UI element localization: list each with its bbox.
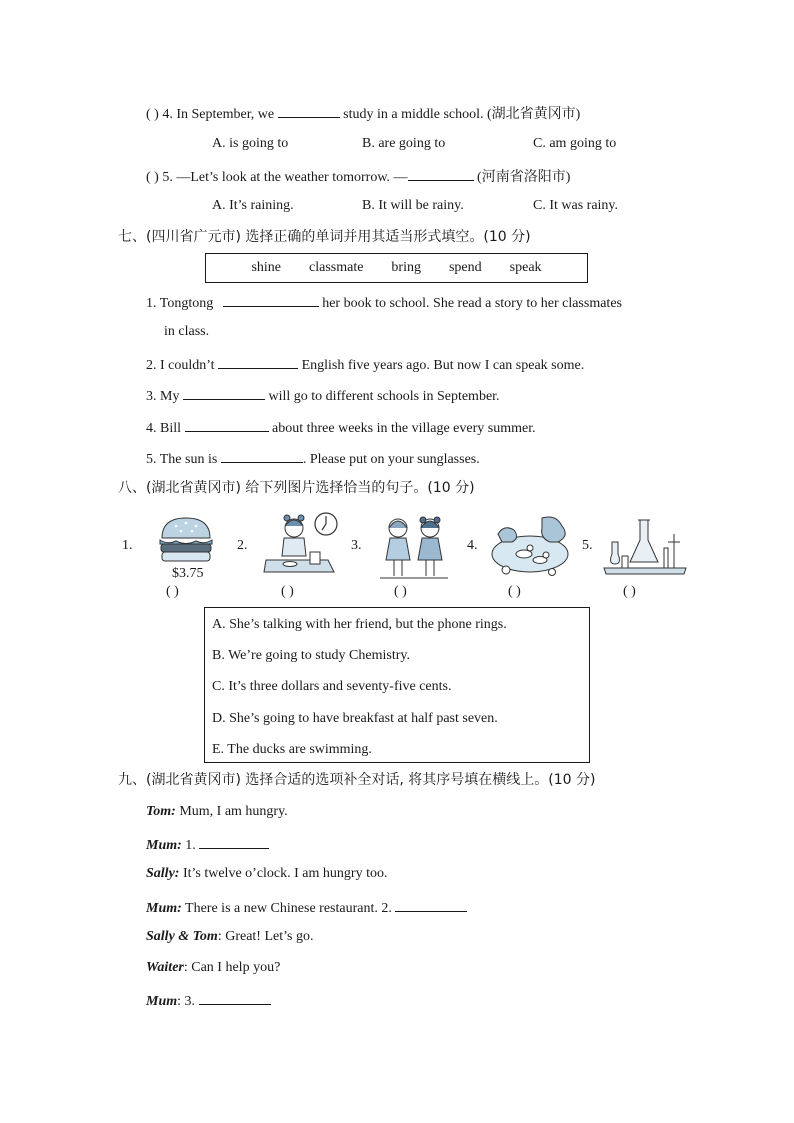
sentence-options-box	[204, 607, 590, 763]
speaker: Waiter	[146, 960, 184, 975]
picture-2-number: 2.	[237, 538, 248, 553]
word-bank	[205, 253, 588, 283]
question-5: ( ) 5. —Let’s look at the weather tomorrow. — (河南省洛阳市)	[146, 166, 570, 187]
answer-blank[interactable]	[199, 834, 269, 849]
source-label: (湖北省黄冈市)	[487, 107, 581, 122]
picture-5-paren[interactable]: ( )	[623, 584, 636, 599]
dialogue-line-2: Mum: 1.	[146, 834, 269, 855]
fill-item-1: 1. Tongtong her book to school. She read a story to her classmates	[146, 292, 622, 313]
dialogue-line-3: Sally: It’s twelve o’clock. I am hungry too.	[146, 866, 388, 881]
word-bring: bring	[391, 260, 421, 275]
answer-blank[interactable]	[395, 897, 467, 912]
q5-option-a: A. It’s raining.	[212, 198, 294, 213]
answer-blank[interactable]	[185, 417, 269, 432]
q5-option-c: C. It was rainy.	[533, 198, 619, 213]
answer-blank[interactable]	[199, 990, 271, 1005]
q4-option-c: C. am going to	[533, 136, 617, 151]
word-speak: speak	[509, 260, 542, 275]
section-7-heading: 七、(四川省广元市) 选择正确的单词并用其适当形式填空。(10 分)	[118, 229, 531, 245]
dialogue-line-4: Mum: There is a new Chinese restaurant. 2.	[146, 897, 467, 918]
girl-breakfast-clock-icon	[262, 510, 342, 580]
picture-5-number: 5.	[582, 538, 593, 553]
speaker: Mum:	[146, 838, 182, 853]
answer-blank[interactable]	[218, 354, 298, 369]
answer-paren[interactable]: ( )	[146, 170, 159, 185]
dialogue-line-7: Mum: 3.	[146, 990, 271, 1011]
section-9-heading: 九、(湖北省黄冈市) 选择合适的选项补全对话, 将其序号填在横线上。(10 分)	[118, 772, 596, 788]
picture-4-number: 4.	[467, 538, 478, 553]
fill-item-1-cont: in class.	[164, 324, 210, 339]
word-shine: shine	[251, 260, 281, 275]
q4-option-b: B. are going to	[362, 136, 446, 151]
speaker: Sally:	[146, 866, 180, 881]
sentence-option-b: B. We’re going to study Chemistry.	[212, 648, 410, 663]
dialogue-line-5: Sally & Tom: Great! Let’s go.	[146, 929, 314, 944]
word-classmate: classmate	[309, 260, 364, 275]
answer-blank[interactable]	[223, 292, 319, 307]
hamburger-price: $3.75	[172, 566, 204, 581]
answer-paren[interactable]: ( )	[146, 107, 159, 122]
dialogue-line-1: Tom: Mum, I am hungry.	[146, 804, 288, 819]
fill-item-5: 5. The sun is . Please put on your sunglasses.	[146, 448, 480, 469]
word-spend: spend	[448, 260, 482, 275]
q4-option-a: A. is going to	[212, 136, 289, 151]
sentence-option-e: E. The ducks are swimming.	[212, 742, 372, 757]
picture-1-number: 1.	[122, 538, 133, 553]
source-label: (河南省洛阳市)	[477, 170, 571, 185]
question-4: ( ) 4. In September, we study in a middle school. (湖北省黄冈市)	[146, 103, 580, 124]
dialogue-line-6: Waiter: Can I help you?	[146, 960, 281, 975]
fill-item-2: 2. I couldn’t English five years ago. But now I can speak some.	[146, 354, 584, 375]
picture-3-paren[interactable]: ( )	[394, 584, 407, 599]
chemistry-lab-icon	[602, 516, 688, 576]
answer-blank[interactable]	[183, 385, 265, 400]
speaker: Mum:	[146, 901, 182, 916]
fill-item-3: 3. My will go to different schools in September.	[146, 385, 500, 406]
sentence-option-a: A. She’s talking with her friend, but the phone rings.	[212, 617, 507, 632]
hamburger-icon	[156, 514, 216, 566]
speaker: Mum	[146, 994, 178, 1009]
fill-item-4: 4. Bill about three weeks in the village every summer.	[146, 417, 536, 438]
q5-option-b: B. It will be rainy.	[362, 198, 464, 213]
picture-4-paren[interactable]: ( )	[508, 584, 521, 599]
ducks-pond-icon	[490, 514, 572, 578]
answer-blank[interactable]	[408, 166, 474, 181]
answer-blank[interactable]	[278, 103, 340, 118]
picture-1-paren[interactable]: ( )	[166, 584, 179, 599]
answer-blank[interactable]	[221, 448, 303, 463]
sentence-option-c: C. It’s three dollars and seventy-five cents.	[212, 679, 452, 694]
section-8-heading: 八、(湖北省黄冈市) 给下列图片选择恰当的句子。(10 分)	[118, 480, 475, 496]
speaker: Sally & Tom	[146, 929, 218, 944]
picture-2-paren[interactable]: ( )	[281, 584, 294, 599]
two-girls-talking-icon	[378, 514, 450, 582]
sentence-option-d: D. She’s going to have breakfast at half past seven.	[212, 711, 498, 726]
picture-3-number: 3.	[351, 538, 362, 553]
speaker: Tom:	[146, 804, 176, 819]
